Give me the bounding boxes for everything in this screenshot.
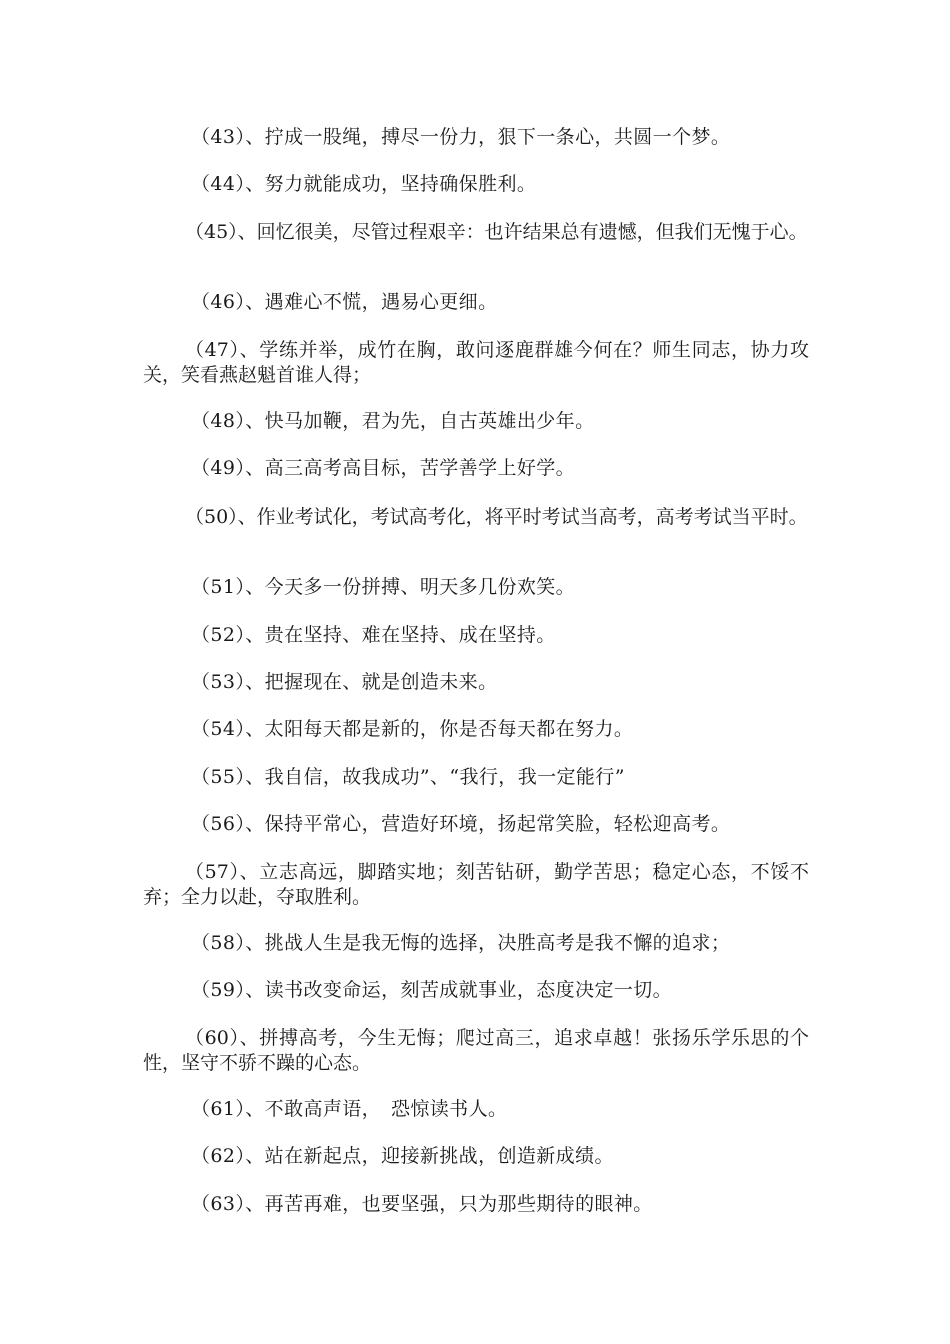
slogan-item-63: （63）、再苦再难，也要坚强，只为那些期待的眼神。 — [191, 1193, 653, 1215]
slogan-item-50: （50）、作业考试化，考试高考化，将平时考试当高考，高考考试当平时。 — [185, 506, 808, 528]
slogan-item-53: （53）、把握现在、就是创造未来。 — [191, 671, 498, 693]
slogan-item-62: （62）、站在新起点，迎接新挑战，创造新成绩。 — [191, 1145, 614, 1167]
slogan-item-51: （51）、今天多一份拼搏、明天多几份欢笑。 — [191, 576, 576, 598]
slogan-item-61: （61）、不敢高声语， 恐惊读书人。 — [191, 1098, 508, 1120]
slogan-item-56: （56）、保持平常心，营造好环境，扬起常笑脸，轻松迎高考。 — [191, 813, 731, 835]
slogan-item-49: （49）、高三高考高目标，苦学善学上好学。 — [191, 457, 576, 479]
slogan-item-55: （55）、我自信，故我成功”、“我行，我一定能行” — [191, 766, 625, 788]
slogan-item-45: （45）、回忆很美，尽管过程艰辛：也许结果总有遗憾，但我们无愧于心。 — [185, 221, 808, 243]
slogan-item-48: （48）、快马加鞭，君为先，自古英雄出少年。 — [191, 410, 595, 432]
slogan-item-58: （58）、挑战人生是我无悔的选择，决胜高考是我不懈的追求； — [191, 932, 731, 954]
slogan-item-60: （60）、拼搏高考，今生无悔；爬过高三，追求卓越！张扬乐学乐思的个性，坚守不骄不躁的心态。 — [143, 1027, 809, 1074]
slogan-item-46: （46）、遇难心不慌，遇易心更细。 — [191, 291, 498, 313]
slogan-item-44: （44）、努力就能成功，坚持确保胜利。 — [191, 173, 537, 195]
slogan-item-54: （54）、太阳每天都是新的，你是否每天都在努力。 — [191, 718, 634, 740]
slogan-item-43: （43）、拧成一股绳，搏尽一份力，狠下一条心，共圆一个梦。 — [191, 126, 731, 148]
slogan-item-52: （52）、贵在坚持、难在坚持、成在坚持。 — [191, 624, 556, 646]
slogan-item-57: （57）、立志高远，脚踏实地；刻苦钻研，勤学苦思；稳定心态，不馁不弃；全力以赴，夺取胜利。 — [143, 861, 809, 908]
slogan-item-47: （47）、学练并举，成竹在胸，敢问逐鹿群雄今何在？师生同志，协力攻关，笑看燕赵魁首谁人得； — [143, 339, 809, 386]
slogan-item-59: （59）、读书改变命运，刻苦成就事业，态度决定一切。 — [191, 979, 673, 1001]
